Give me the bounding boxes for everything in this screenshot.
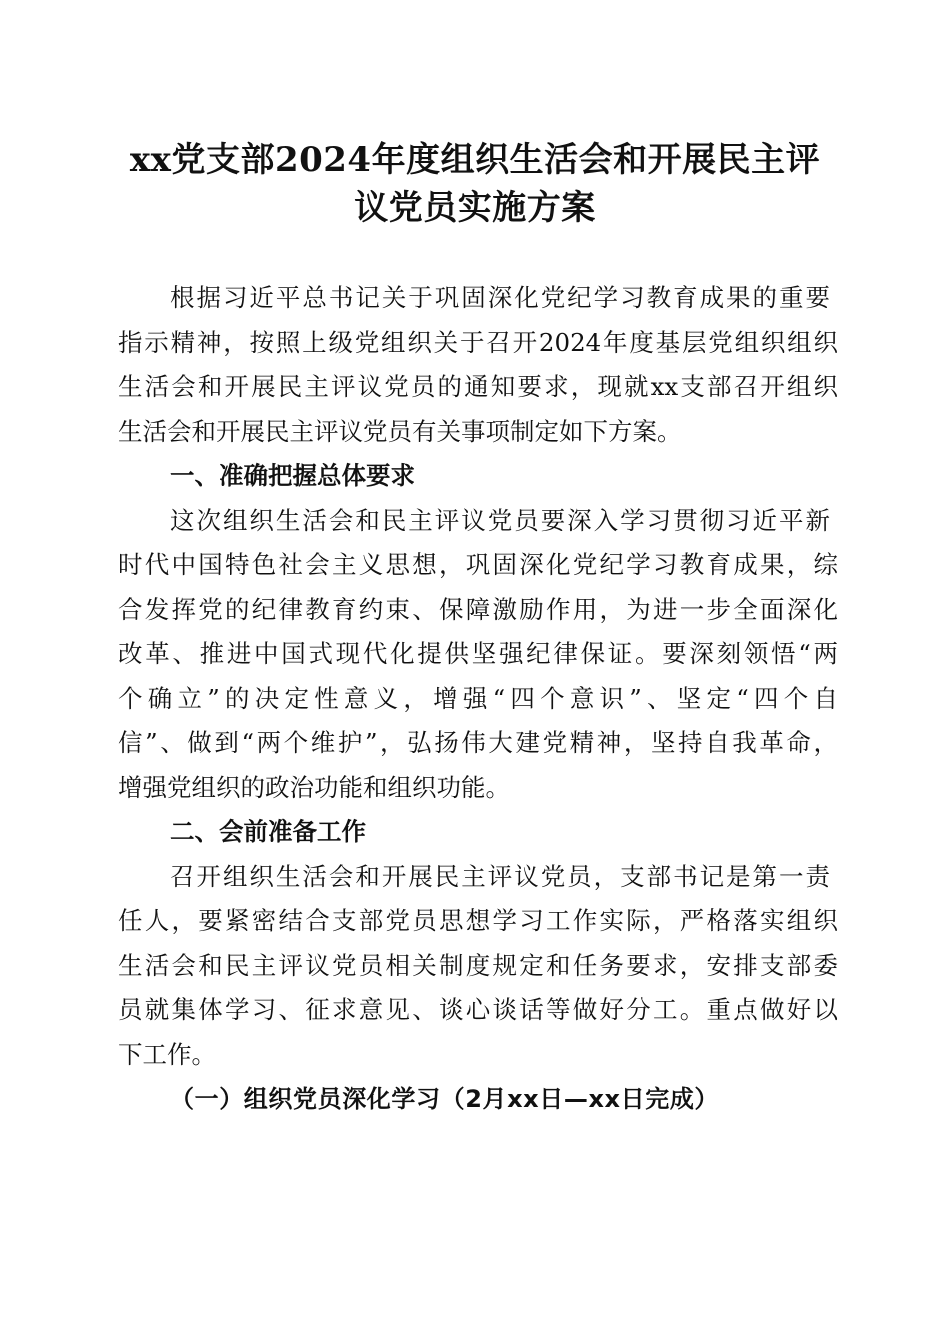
intro-line: 根据习近平总书记关于巩固深化党纪学习教育成果的重要 <box>170 283 830 312</box>
section-1-line: 这次组织生活会和民主评议党员要深入学习贯彻习近平新 <box>170 506 830 535</box>
intro-line: 指示精神，按照上级党组织关于召开2024年度基层党组织组织 <box>118 328 838 357</box>
section-2-line: 召开组织生活会和开展民主评议党员，支部书记是第一责 <box>170 862 830 891</box>
section-1-line: 个确立”的决定性意义，增强“四个意识”、坚定“四个自 <box>118 684 838 713</box>
section-1-line: 时代中国特色社会主义思想，巩固深化党纪学习教育成果，综 <box>118 550 838 579</box>
section-1-line: 合发挥党的纪律教育约束、保障激励作用，为进一步全面深化 <box>118 595 838 624</box>
section-1-line: 信”、做到“两个维护”，弘扬伟大建党精神，坚持自我革命， <box>118 728 838 757</box>
section-1-line: 增强党组织的政治功能和组织功能。 <box>118 773 510 802</box>
section-2-line: 员就集体学习、征求意见、谈心谈话等做好分工。重点做好以 <box>118 995 838 1024</box>
section-2-line: 生活会和民主评议党员相关制度规定和任务要求，安排支部委 <box>118 951 838 980</box>
intro-line: 生活会和开展民主评议党员有关事项制定如下方案。 <box>118 417 682 446</box>
section-1-heading: 一、准确把握总体要求 <box>170 461 415 490</box>
intro-line: 生活会和开展民主评议党员的通知要求，现就xx支部召开组织 <box>118 372 838 401</box>
section-2-subheading: （一）组织党员深化学习（2月xx日—xx日完成） <box>170 1085 720 1113</box>
section-1-line: 改革、推进中国式现代化提供坚强纪律保证。要深刻领悟“两 <box>118 639 838 668</box>
document-title-line-2: 议党员实施方案 <box>354 188 596 228</box>
section-2-heading: 二、会前准备工作 <box>170 817 366 846</box>
document-title-line-1: xx党支部2024年度组织生活会和开展民主评 <box>129 140 821 180</box>
section-2-line: 下工作。 <box>118 1040 216 1069</box>
section-2-line: 任人，要紧密结合支部党员思想学习工作实际，严格落实组织 <box>118 906 838 935</box>
